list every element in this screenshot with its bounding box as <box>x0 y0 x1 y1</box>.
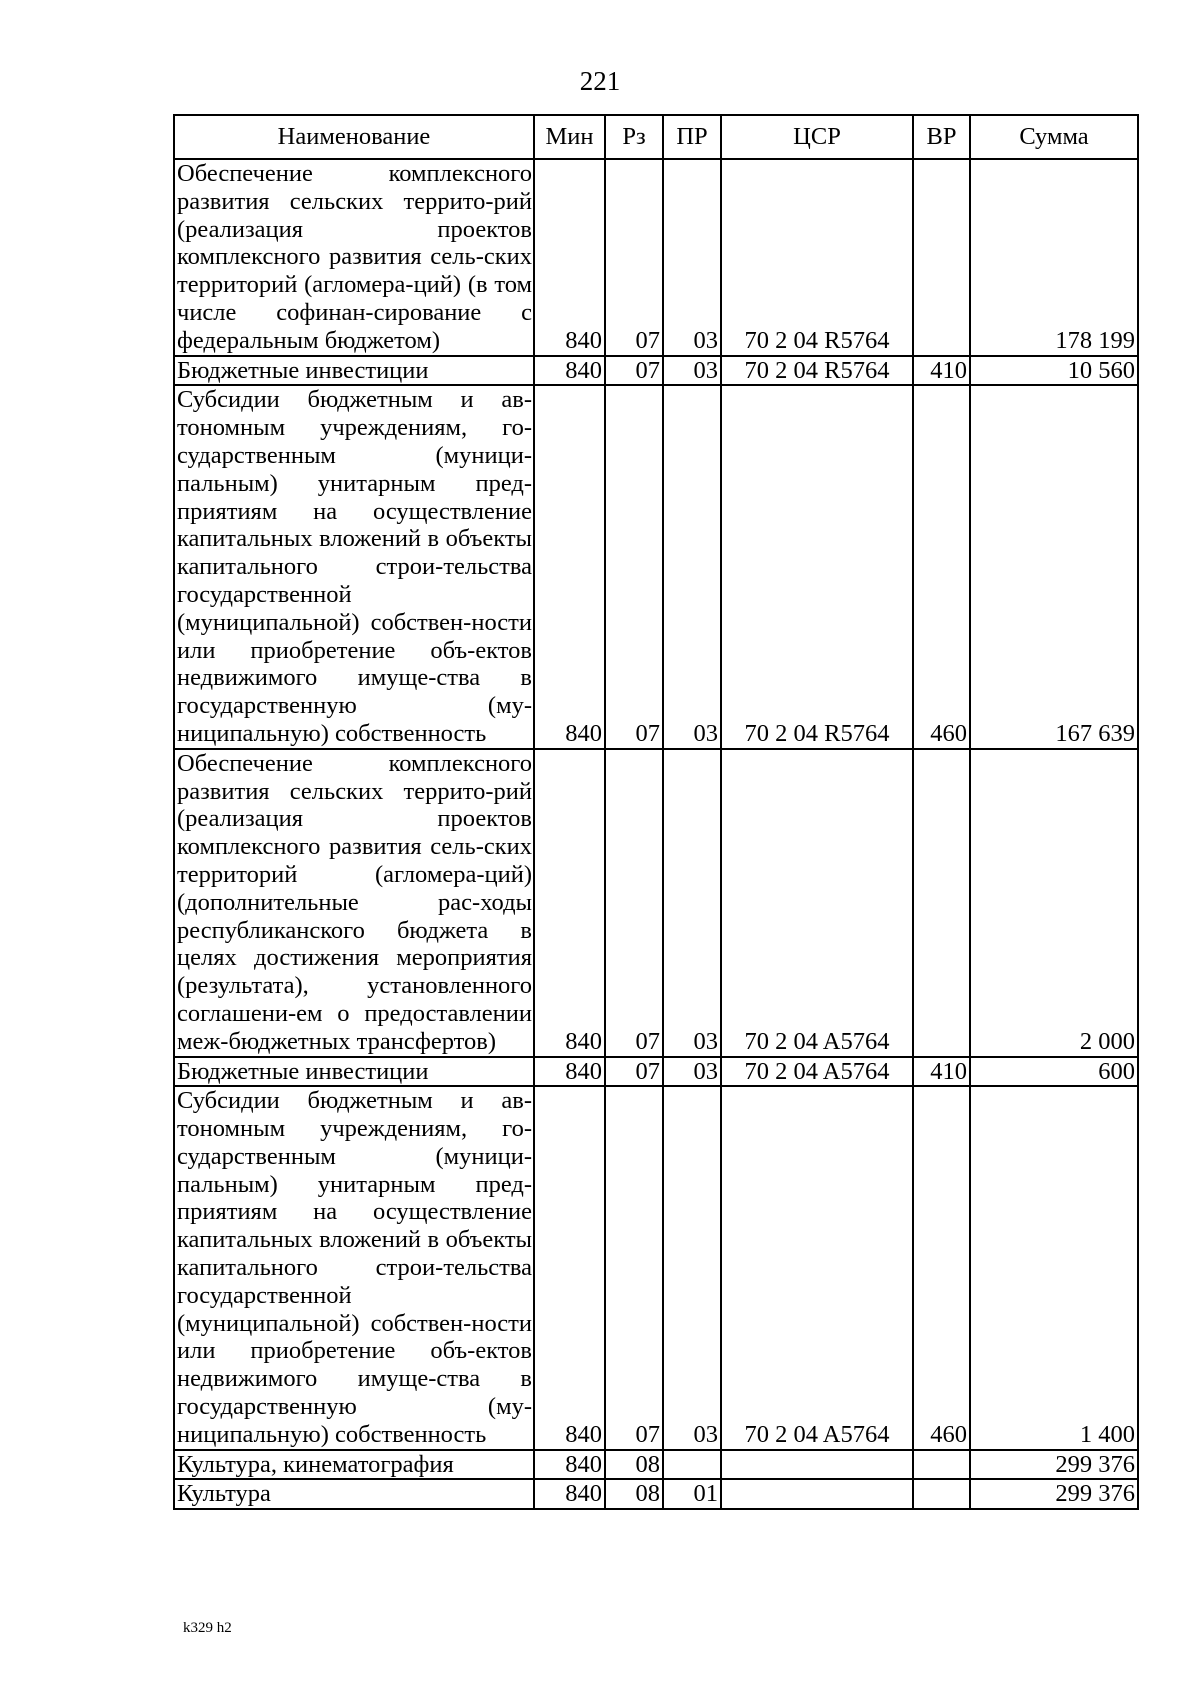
cell-name: Бюджетные инвестиции <box>174 1057 534 1087</box>
table-row <box>174 159 1138 356</box>
cell-min: 840 <box>534 1450 605 1480</box>
cell-name: Бюджетные инвестиции <box>174 356 534 386</box>
cell-vr: 460 <box>913 1086 970 1449</box>
cell-sum: 1 400 <box>970 1086 1138 1449</box>
header-vr: ВР <box>913 115 970 159</box>
header-rz: Рз <box>605 115 663 159</box>
page-number: 221 <box>579 66 621 96</box>
cell-name: Субсидии бюджетным и ав-тономным учреждениям, го-сударственным (муници-пальным) унитарным пред-приятиям на осуществление капитальных вложений в объекты капитального строи-тельства государственной (муниципальной) собствен-ности или приобретение объ-ектов недвижимого имуще-ства в государственную (му-ниципальную) собственность <box>174 1086 534 1449</box>
cell-rz: 07 <box>605 1086 663 1449</box>
table-row <box>174 356 1138 386</box>
cell-vr: 410 <box>913 356 970 386</box>
cell-sum: 600 <box>970 1057 1138 1087</box>
table-row <box>174 1450 1138 1480</box>
cell-name: Культура <box>174 1479 534 1509</box>
cell-csr: 70 2 04 R5764 <box>721 159 913 356</box>
cell-csr <box>721 1450 913 1480</box>
cell-pr <box>663 1450 721 1480</box>
header-name: Наименование <box>174 115 534 159</box>
cell-name: Культура, кинематография <box>174 1450 534 1480</box>
cell-rz: 07 <box>605 749 663 1057</box>
cell-vr <box>913 159 970 356</box>
table-row <box>174 1057 1138 1087</box>
cell-rz: 07 <box>605 1057 663 1087</box>
cell-pr: 03 <box>663 1086 721 1449</box>
table-header-row <box>174 115 1138 159</box>
table-row <box>174 1086 1138 1449</box>
cell-name: Обеспечение комплексного развития сельских террито-рий (реализация проектов комплексного развития сель-ских территорий (агломера-ций) (дополнительные рас-ходы республиканского бюджета в целях достижения мероприятия (результата), установленного соглашени-ем о предоставлении меж-бюджетных трансфертов) <box>174 749 534 1057</box>
cell-min: 840 <box>534 1479 605 1509</box>
cell-vr <box>913 1479 970 1509</box>
header-min: Мин <box>534 115 605 159</box>
header-csr: ЦСР <box>721 115 913 159</box>
cell-sum: 299 376 <box>970 1479 1138 1509</box>
cell-pr: 03 <box>663 1057 721 1087</box>
cell-csr: 70 2 04 A5764 <box>721 1086 913 1449</box>
cell-min: 840 <box>534 159 605 356</box>
header-pr: ПР <box>663 115 721 159</box>
cell-rz: 07 <box>605 385 663 748</box>
cell-min: 840 <box>534 385 605 748</box>
cell-sum: 167 639 <box>970 385 1138 748</box>
cell-min: 840 <box>534 1057 605 1087</box>
table-row <box>174 749 1138 1057</box>
cell-sum: 2 000 <box>970 749 1138 1057</box>
cell-sum: 10 560 <box>970 356 1138 386</box>
cell-pr: 03 <box>663 356 721 386</box>
cell-name: Субсидии бюджетным и ав-тономным учреждениям, го-сударственным (муници-пальным) унитарным пред-приятиям на осуществление капитальных вложений в объекты капитального строи-тельства государственной (муниципальной) собствен-ности или приобретение объ-ектов недвижимого имуще-ства в государственную (му-ниципальную) собственность <box>174 385 534 748</box>
cell-csr <box>721 1479 913 1509</box>
cell-rz: 08 <box>605 1479 663 1509</box>
cell-vr <box>913 749 970 1057</box>
cell-pr: 03 <box>663 749 721 1057</box>
cell-sum: 178 199 <box>970 159 1138 356</box>
cell-csr: 70 2 04 R5764 <box>721 385 913 748</box>
cell-rz: 07 <box>605 356 663 386</box>
cell-sum: 299 376 <box>970 1450 1138 1480</box>
cell-csr: 70 2 04 A5764 <box>721 749 913 1057</box>
cell-min: 840 <box>534 749 605 1057</box>
cell-vr: 460 <box>913 385 970 748</box>
footer-code: k329 h2 <box>183 1620 232 1636</box>
cell-vr <box>913 1450 970 1480</box>
cell-pr: 01 <box>663 1479 721 1509</box>
cell-pr: 03 <box>663 159 721 356</box>
header-sum: Сумма <box>970 115 1138 159</box>
cell-pr: 03 <box>663 385 721 748</box>
cell-csr: 70 2 04 A5764 <box>721 1057 913 1087</box>
cell-csr: 70 2 04 R5764 <box>721 356 913 386</box>
cell-min: 840 <box>534 1086 605 1449</box>
cell-min: 840 <box>534 356 605 386</box>
cell-rz: 07 <box>605 159 663 356</box>
table-row <box>174 385 1138 748</box>
cell-vr: 410 <box>913 1057 970 1087</box>
cell-name: Обеспечение комплексного развития сельских террито-рий (реализация проектов комплексного развития сель-ских территорий (агломера-ций) (в том числе софинан-сирование с федеральным бюджетом) <box>174 159 534 356</box>
cell-rz: 08 <box>605 1450 663 1480</box>
budget-table <box>173 114 1139 1510</box>
table-row <box>174 1479 1138 1509</box>
